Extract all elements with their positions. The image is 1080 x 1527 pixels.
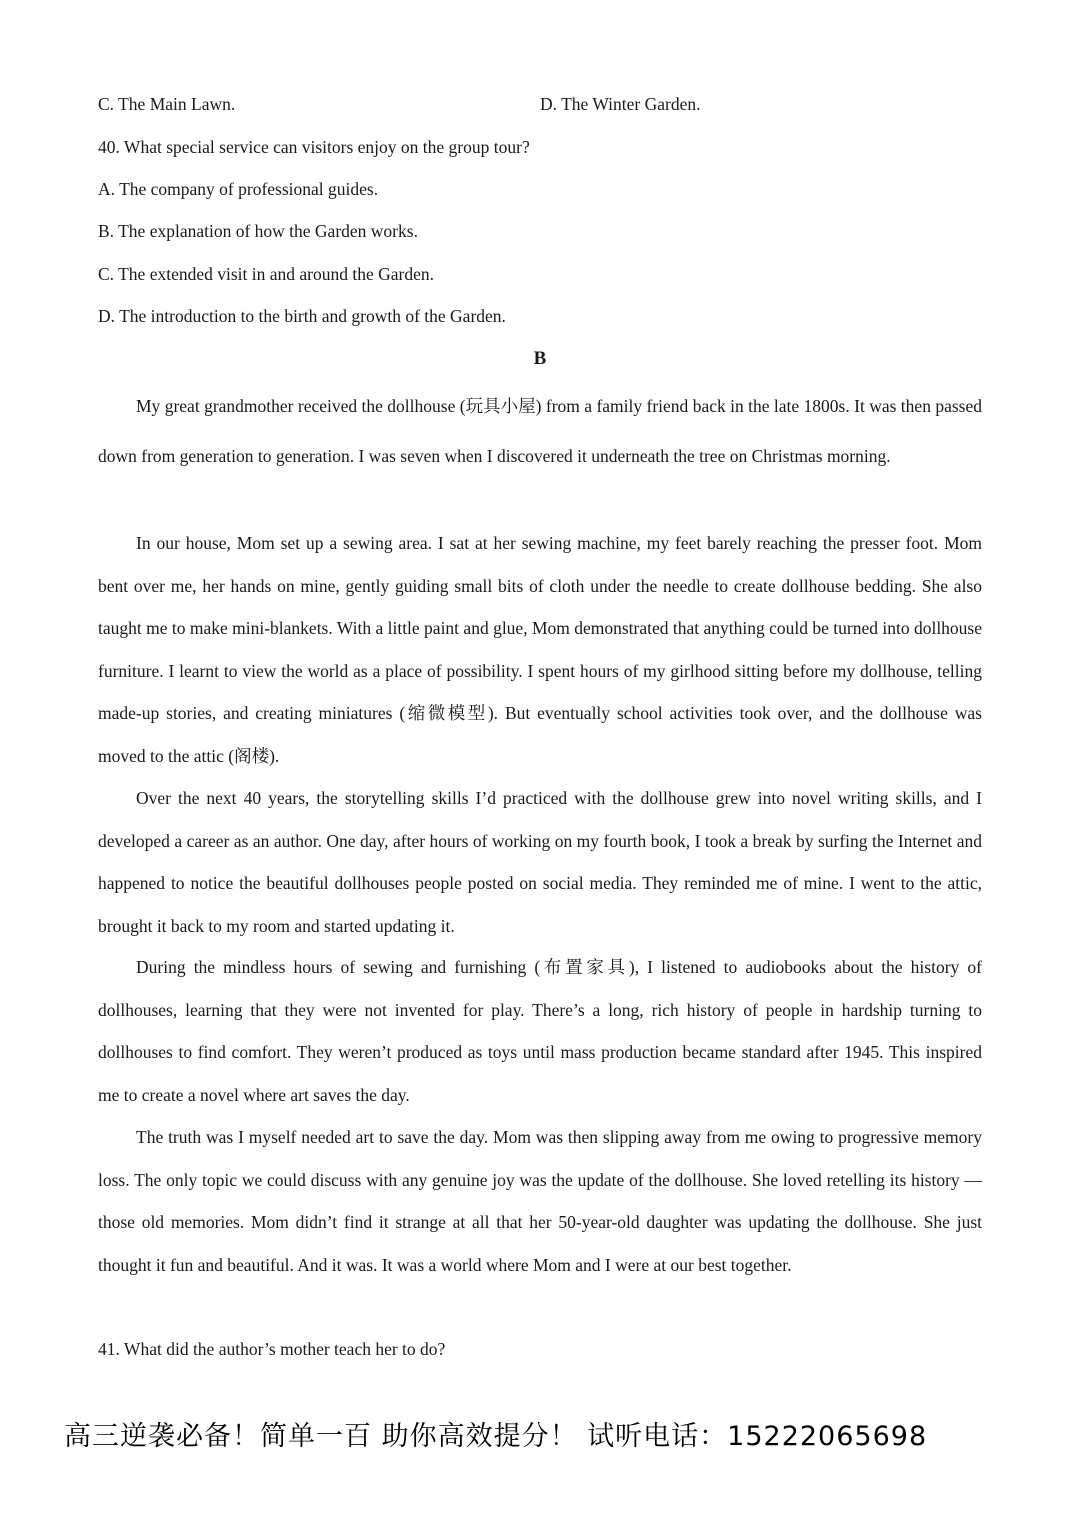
paragraph-2: In our house, Mom set up a sewing area. I sat at her sewing machine, my feet barely reaching the presser foot. Mom bent over me, her hands on mine, gently guiding small bits of cloth under the needle to create dollhouse bedding. She also taught me to make mini-blankets. With a little paint and glue, Mom demonstrated that anything could be turned into dollhouse furniture. I learnt to view the world as a place of possibility. I spent hours of my girlhood sitting before my dollhouse, telling made-up stories, and creating miniatures (缩微模型). But eventually school activities took over, and the dollhouse was moved to the attic (阁楼).	[98, 533, 983, 766]
paragraph-1: My great grandmother received the dollhouse (玩具小屋) from a family friend back in the late 1800s. It was then passed down from generation to generation. I was seven when I discovered it underneath the tree on Christmas morning.	[98, 396, 982, 466]
q40-option-b: B. The explanation of how the Garden works.	[98, 221, 418, 241]
paragraph-3: Over the next 40 years, the storytelling skills I’d practiced with the dollhouse grew into novel writing skills, and I developed a career as an author. One day, after hours of working on my fourth book, I took a break by surfing the Internet and happened to notice the beautiful dollhouses people posted on social media. They reminded me of mine. I went to the attic, brought it back to my room and started updating it.	[98, 788, 982, 936]
paragraph-4: During the mindless hours of sewing and furnishing (布置家具), I listened to audiobooks about the history of dollhouses, learning that they were not invented for play. There’s a long, rich history of people in hardship turning to dollhouses to find comfort. They weren’t produced as toys until mass production became standard after 1945. This inspired me to create a novel where art saves the day.	[98, 957, 982, 1105]
section-label: B	[533, 348, 547, 369]
q40-option-d: D. The introduction to the birth and growth of the Garden.	[98, 306, 506, 326]
question-41: 41. What did the author’s mother teach her to do?	[98, 1339, 446, 1359]
option-c: C. The Main Lawn.	[98, 94, 236, 114]
paragraph-5: The truth was I myself needed art to save the day. Mom was then slipping away from me owing to progressive memory loss. The only topic we could discuss with any genuine joy was the update of the dollhouse. She loved retelling its history — those old memories. Mom didn’t find it strange at all that her 50-year-old daughter was updating the dollhouse. She just thought it fun and beautiful. And it was. It was a world where Mom and I were at our best together.	[98, 1127, 982, 1275]
question-40: 40. What special service can visitors enjoy on the group tour?	[98, 137, 530, 157]
footer-banner: 高三逆袭必备！简单一百 助你高效提分！ 试听电话：15222065698	[64, 1421, 928, 1452]
option-d: D. The Winter Garden.	[540, 94, 701, 114]
q40-option-c: C. The extended visit in and around the Garden.	[98, 264, 434, 284]
q40-option-a: A. The company of professional guides.	[98, 179, 379, 199]
